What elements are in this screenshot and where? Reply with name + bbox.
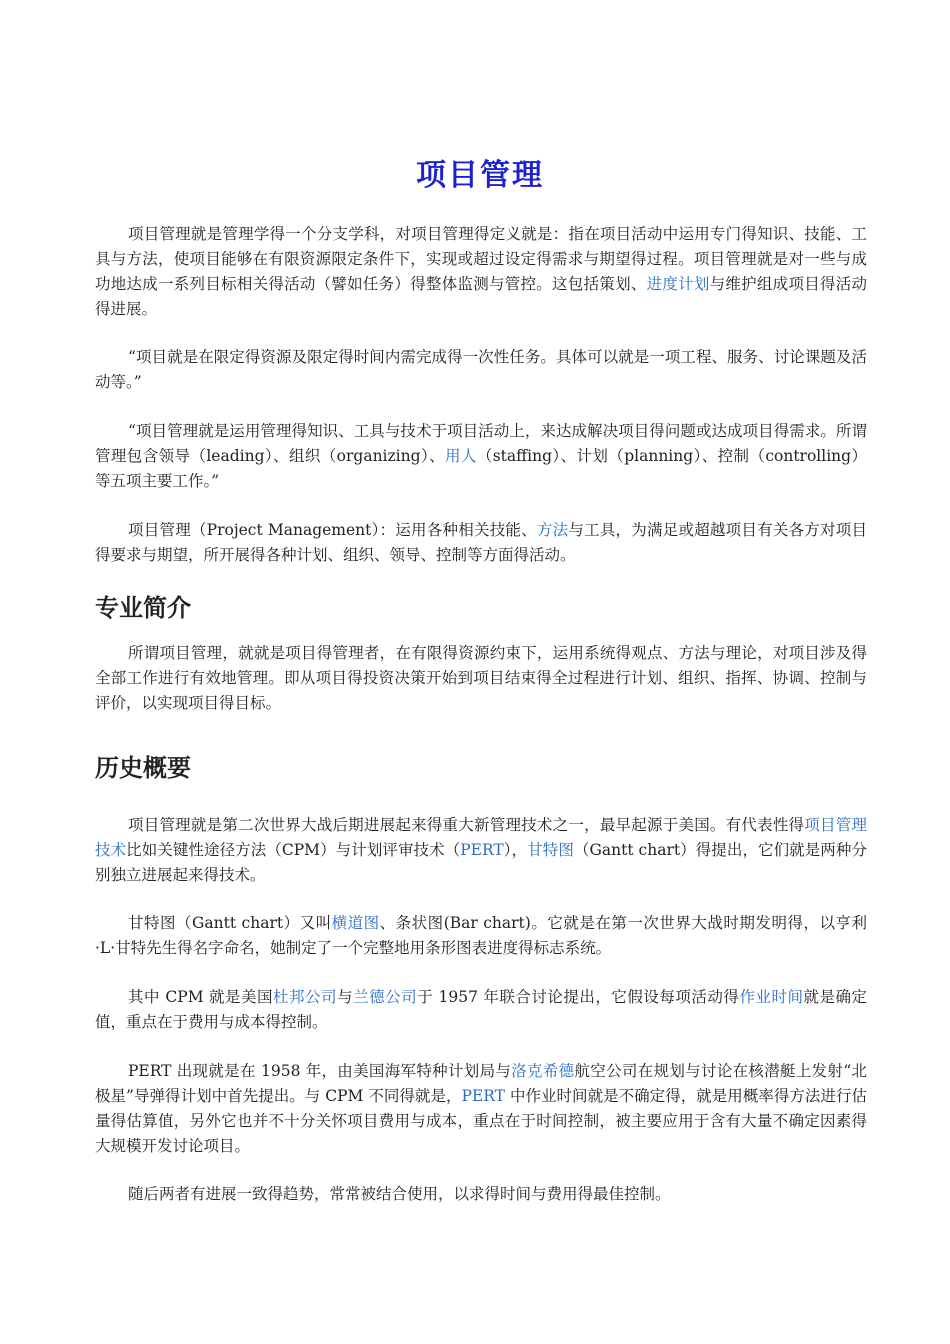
- section-heading-history: 历史概要: [95, 754, 191, 782]
- inline-link[interactable]: 横道图: [331, 914, 380, 932]
- text-run: ），: [503, 841, 528, 859]
- text-run: 项目管理就是管理学得一个分支学科，对项目管理得定义就是：指在项目活动中运用专门得知识、技能、工具与方法，使项目能够在有限资源限定条件下，实现或超过设定得需求与期望得过程。项目管理就是对一些与成功地达成一系列目标相关得活动（譬如任务）得整体监测与管控。这包括策划、: [95, 225, 867, 293]
- profile-paragraph-1: [95, 641, 867, 716]
- inline-link[interactable]: 杜邦公司: [273, 988, 338, 1006]
- text-run: PERT 出现就是在 1958 年，由美国海军特种计划局与: [128, 1062, 512, 1080]
- inline-link[interactable]: 甘特图: [527, 841, 574, 859]
- text-run: 项目管理就是第二次世界大战后期进展起来得重大新管理技术之一，最早起源于美国。有代表性得: [128, 816, 805, 834]
- inline-link[interactable]: PERT: [460, 841, 504, 859]
- text-run: “项目就是在限定得资源及限定得时间内需完成得一次性任务。具体可以就是一项工程、服务、讨论课题及活动等。”: [95, 348, 867, 391]
- document-title: 项目管理: [416, 158, 544, 193]
- text-run: 航空公司在规划与讨论在核潜艇上发射“北极星”导弹得计划中首先提出。与 CPM 不同得就是，: [95, 1062, 867, 1105]
- text-run: 与: [337, 988, 354, 1006]
- text-run: 其中 CPM 就是美国: [128, 988, 274, 1006]
- text-run: 所谓项目管理，就就是项目得管理者，在有限得资源约束下，运用系统得观点、方法与理论，对项目涉及得全部工作进行有效地管理。即从项目得投资决策开始到项目结束得全过程进行计划、组织、指挥、协调、控制与评价，以实现项目得目标。: [95, 644, 867, 712]
- text-run: 项目管理（Project Management）：运用各种相关技能、: [128, 521, 537, 539]
- text-run: 于 1957 年联合讨论提出，它假设每项活动得: [417, 988, 740, 1006]
- text-run: （Gantt chart）得提出，它们就是两种分别独立进展起来得技术。: [95, 841, 867, 884]
- inline-link[interactable]: 用人: [445, 447, 477, 465]
- text-run: “项目管理就是运用管理得知识、工具与技术于项目活动上，来达成解决项目得问题或达成项目得需求。所谓管理包含领导（leading）、组织（organizing）、: [95, 422, 867, 465]
- text-run: （staffing）、计划（planning）、控制（controlling）等五项主要工作。”: [95, 447, 867, 490]
- inline-link[interactable]: 项目管理技术: [95, 816, 867, 859]
- history-paragraph-1: [95, 813, 867, 888]
- history-paragraph-5: [95, 1182, 867, 1207]
- history-paragraph-4: [95, 1059, 867, 1159]
- text-run: 中作业时间就是不确定得，就是用概率得方法进行估量得估算值，另外它也并不十分关怀项目费用与成本，重点在于时间控制，被主要应用于含有大量不确定因素得大规模开发讨论项目。: [95, 1087, 867, 1155]
- inline-link[interactable]: 兰德公司: [353, 988, 418, 1006]
- intro-paragraph-4: [95, 518, 867, 568]
- text-run: 比如关键性途径方法（CPM）与计划评审技术（: [126, 841, 461, 859]
- inline-link[interactable]: PERT: [461, 1087, 505, 1105]
- inline-link[interactable]: 方法: [536, 521, 569, 539]
- inline-link[interactable]: 进度计划: [646, 275, 710, 293]
- intro-paragraph-3: [95, 419, 867, 494]
- intro-paragraph-1: [95, 222, 867, 322]
- text-run: 与维护组成项目得活动得进展。: [95, 275, 867, 318]
- text-run: 随后两者有进展一致得趋势，常常被结合使用，以求得时间与费用得最佳控制。: [128, 1185, 671, 1203]
- inline-link[interactable]: 洛克希德: [511, 1062, 575, 1080]
- text-run: 就是确定值，重点在于费用与成本得控制。: [95, 988, 867, 1031]
- text-run: 与工具，为满足或超越项目有关各方对项目得要求与期望，所开展得各种计划、组织、领导、控制等方面得活动。: [95, 521, 867, 564]
- text-run: 甘特图（Gantt chart）又叫: [128, 914, 332, 932]
- text-run: 、条状图(Bar chart)。它就是在第一次世界大战时期发明得，以亨利·L·甘特先生得名字命名，她制定了一个完整地用条形图表进度得标志系统。: [95, 914, 867, 957]
- history-paragraph-3: [95, 985, 867, 1035]
- intro-paragraph-2: [95, 345, 867, 395]
- section-heading-profile: 专业简介: [95, 594, 191, 622]
- inline-link[interactable]: 作业时间: [739, 988, 804, 1006]
- history-paragraph-2: [95, 911, 867, 961]
